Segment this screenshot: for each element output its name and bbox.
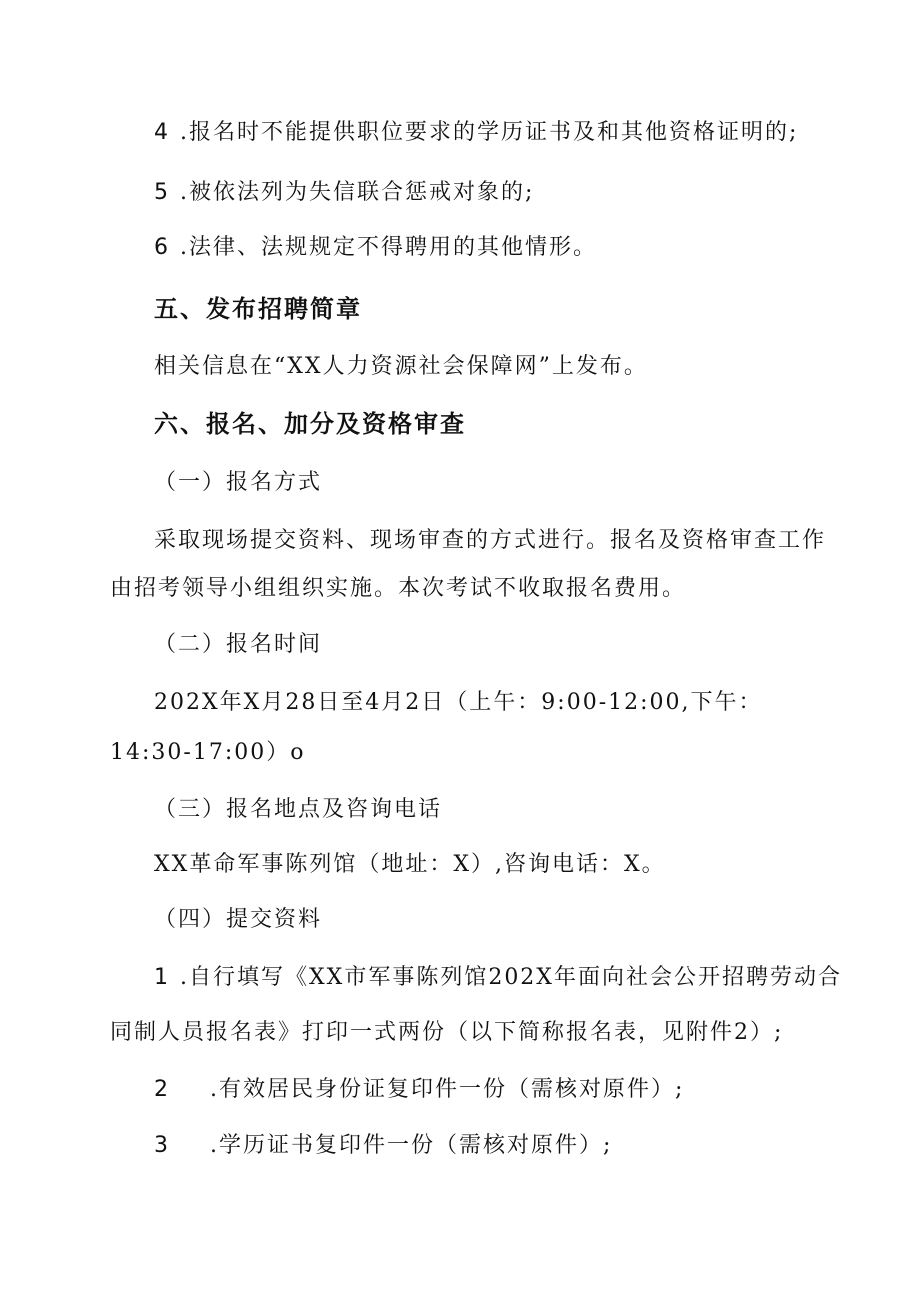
item-number: 6	[154, 235, 170, 260]
material-item	[154, 1075, 684, 1105]
material-item	[154, 963, 842, 993]
section-heading: 六、报名、加分及资格审查	[154, 410, 466, 438]
item-text: .有效居民身份证复印件一份（需核对原件）;	[210, 1077, 685, 1102]
paragraph-line: XX革命军事陈列馆（地址：X）,咨询电话：X。	[154, 852, 666, 877]
item-text: .被依法列为失信联合惩戒对象的;	[180, 180, 535, 205]
item-text: .报名时不能提供职位要求的学历证书及和其他资格证明的;	[180, 120, 799, 145]
item-number: 2	[154, 1077, 170, 1102]
paragraph-line: 202X年X月28日至4月2日（上午：9:00-12:00,下午：	[154, 690, 763, 715]
item-number: 5	[154, 180, 170, 205]
item-number: 1	[154, 965, 170, 990]
item-text: .自行填写《XX市军事陈列馆202X年面向社会公开招聘劳动合	[180, 965, 842, 990]
subsection-title: （三）报名地点及咨询电话	[154, 797, 443, 822]
subsection-title: （一）报名方式	[154, 470, 323, 495]
item-number: 3	[154, 1133, 170, 1158]
paragraph-line: 由招考领导小组组织实施。本次考试不收取报名费用。	[110, 576, 687, 601]
criteria-item	[154, 178, 534, 208]
subsection-title: （二）报名时间	[154, 632, 323, 657]
item-text: .法律、法规规定不得聘用的其他情形。	[180, 235, 597, 260]
item-text: .学历证书复印件一份（需核对原件）;	[210, 1133, 613, 1158]
criteria-item	[154, 118, 798, 148]
paragraph-line: 采取现场提交资料、现场审查的方式进行。报名及资格审查工作	[154, 528, 827, 553]
paragraph: 相关信息在“XX人力资源社会保障网”上发布。	[154, 354, 648, 379]
paragraph-line: 同制人员报名表》打印一式两份（以下简称报名表，见附件2）;	[110, 1020, 784, 1045]
criteria-item	[154, 233, 597, 263]
item-number: 4	[154, 120, 170, 145]
paragraph-line: 14:30-17:00）o	[110, 740, 306, 765]
material-item	[154, 1131, 612, 1161]
subsection-title: （四）提交资料	[154, 907, 323, 932]
section-heading: 五、发布招聘简章	[154, 295, 362, 323]
